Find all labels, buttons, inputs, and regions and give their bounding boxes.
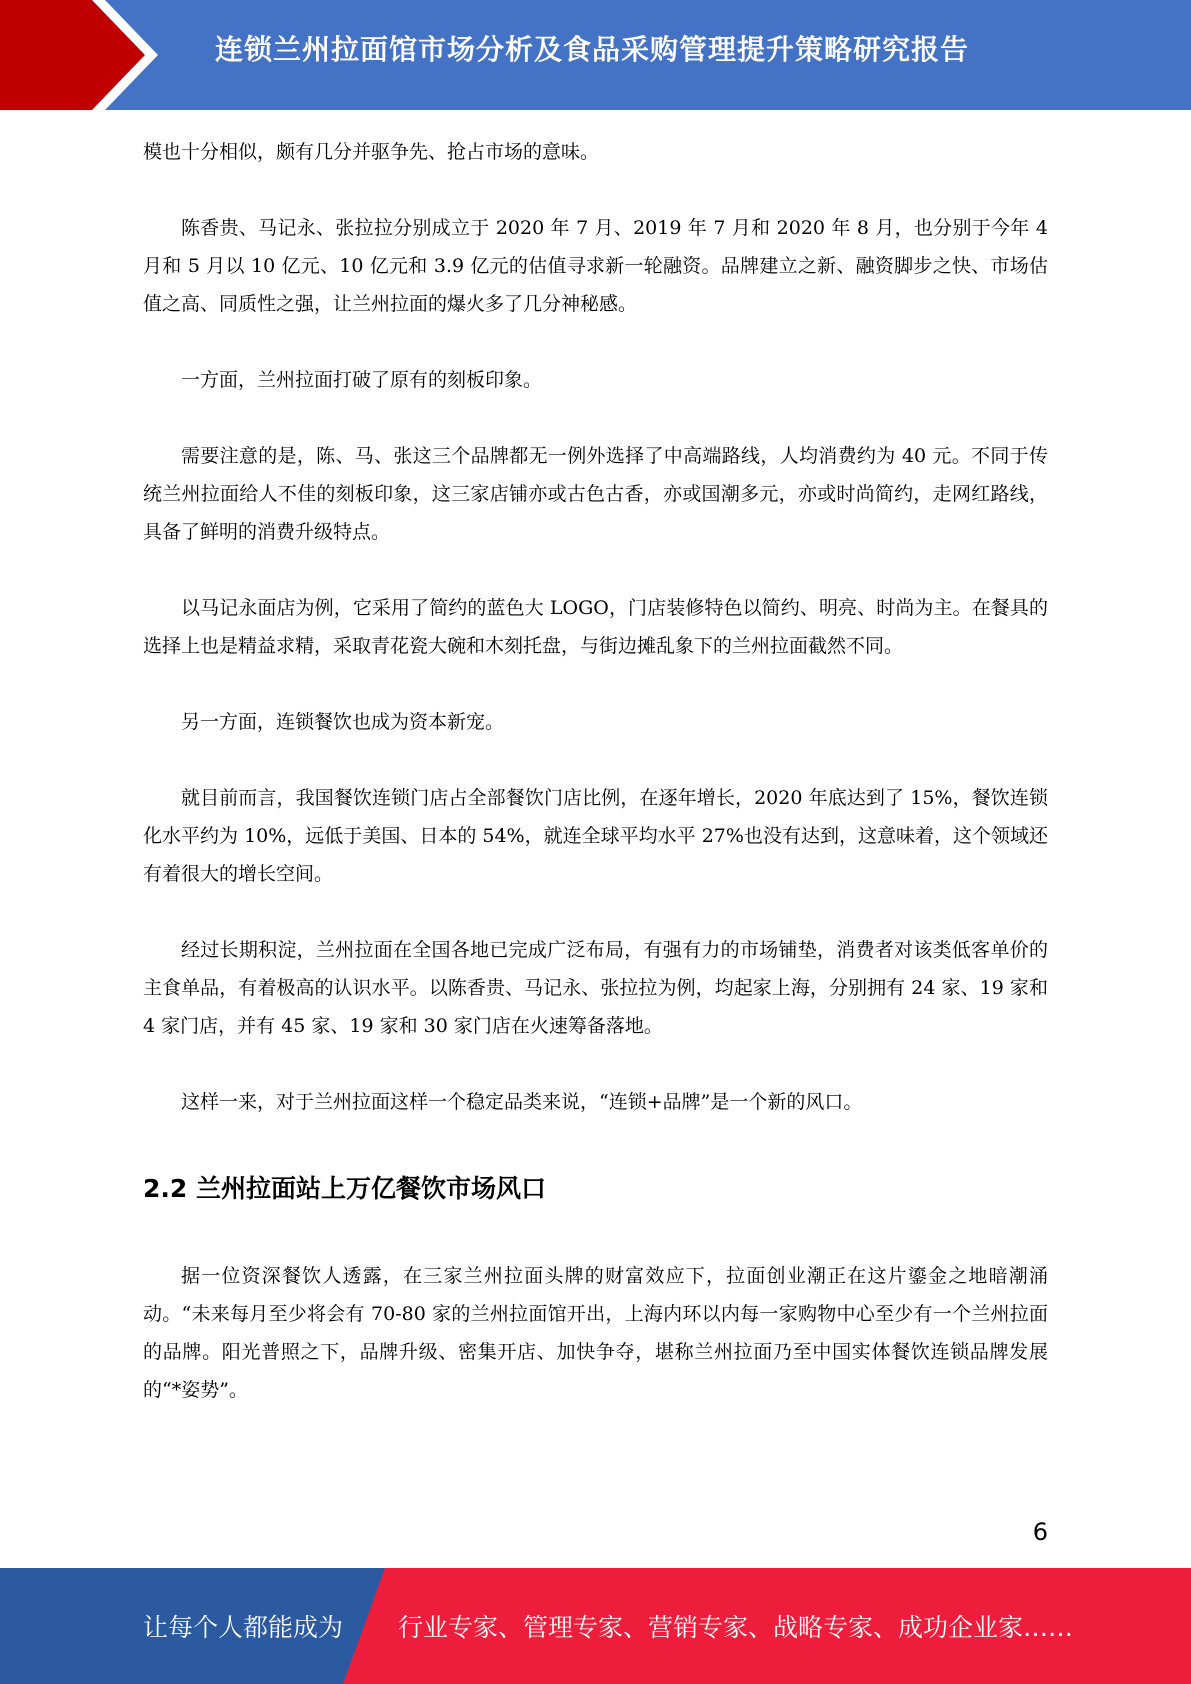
page-header bbox=[0, 0, 1191, 110]
paragraph: 模也十分相似，颇有几分并驱争先、抢占市场的意味。 bbox=[143, 141, 600, 163]
paragraph: 这样一来，对于兰州拉面这样一个稳定品类来说，“连锁+品牌”是一个新的风口。 bbox=[181, 1091, 863, 1113]
paragraph: 就目前而言，我国餐饮连锁门店占全部餐饮门店比例，在逐年增长，2020 年底达到了 15%，餐饮连锁化水平约为 10%，远低于美国、日本的 54%，就连全球平均水平 27%也没有达到，这意味着，这个领域还有着很大的增长空间。 bbox=[143, 787, 1048, 885]
section-heading: 2.2 兰州拉面站上万亿餐饮市场风口 bbox=[143, 1174, 546, 1203]
document-body bbox=[143, 133, 1048, 1447]
paragraph: 需要注意的是，陈、马、张这三个品牌都无一例外选择了中高端路线，人均消费约为 40 元。不同于传统兰州拉面给人不佳的刻板印象，这三家店铺亦或古色古香，亦或国潮多元，亦或时尚简约，走网红路线，具备了鲜明的消费升级特点。 bbox=[143, 445, 1048, 543]
page-footer bbox=[0, 1568, 1191, 1684]
paragraph: 另一方面，连锁餐饮也成为资本新宠。 bbox=[181, 711, 505, 733]
paragraph: 以马记永面店为例，它采用了简约的蓝色大 LOGO，门店装修特色以简约、明亮、时尚为主。在餐具的选择上也是精益求精，采取青花瓷大碗和木刻托盘，与街边摊乱象下的兰州拉面截然不同。 bbox=[143, 597, 1048, 657]
paragraph: 陈香贵、马记永、张拉拉分别成立于 2020 年 7 月、2019 年 7 月和 2020 年 8 月，也分别于今年 4 月和 5 月以 10 亿元、10 亿元和 3.9 亿元的估值寻求新一轮融资。品牌建立之新、融资脚步之快、市场估值之高、同质性之强，让兰州拉面的爆火多了几分神秘感。 bbox=[143, 217, 1048, 315]
paragraph: 据一位资深餐饮人透露，在三家兰州拉面头牌的财富效应下，拉面创业潮正在这片鎏金之地暗潮涌动。“未来每月至少将会有 70-80 家的兰州拉面馆开出，上海内环以内每一家购物中心至少有一个兰州拉面的品牌。阳光普照之下，品牌升级、密集开店、加快争夺，堪称兰州拉面乃至中国实体餐饮连锁品牌发展的“*姿势”。 bbox=[143, 1265, 1048, 1401]
paragraph: 经过长期积淀，兰州拉面在全国各地已完成广泛布局，有强有力的市场铺垫，消费者对该类低客单价的主食单品，有着极高的认识水平。以陈香贵、马记永、张拉拉为例，均起家上海，分别拥有 24 家、19 家和 4 家门店，并有 45 家、19 家和 30 家门店在火速筹备落地。 bbox=[143, 939, 1048, 1037]
footer-slogan-left: 让每个人都能成为 bbox=[143, 1613, 344, 1642]
paragraph: 一方面，兰州拉面打破了原有的刻板印象。 bbox=[181, 369, 543, 391]
page-number: 6 bbox=[1032, 1518, 1048, 1546]
footer-slogan-right: 行业专家、管理专家、营销专家、战略专家、成功企业家…… bbox=[398, 1613, 1074, 1642]
report-title: 连锁兰州拉面馆市场分析及食品采购管理提升策略研究报告 bbox=[215, 33, 970, 66]
